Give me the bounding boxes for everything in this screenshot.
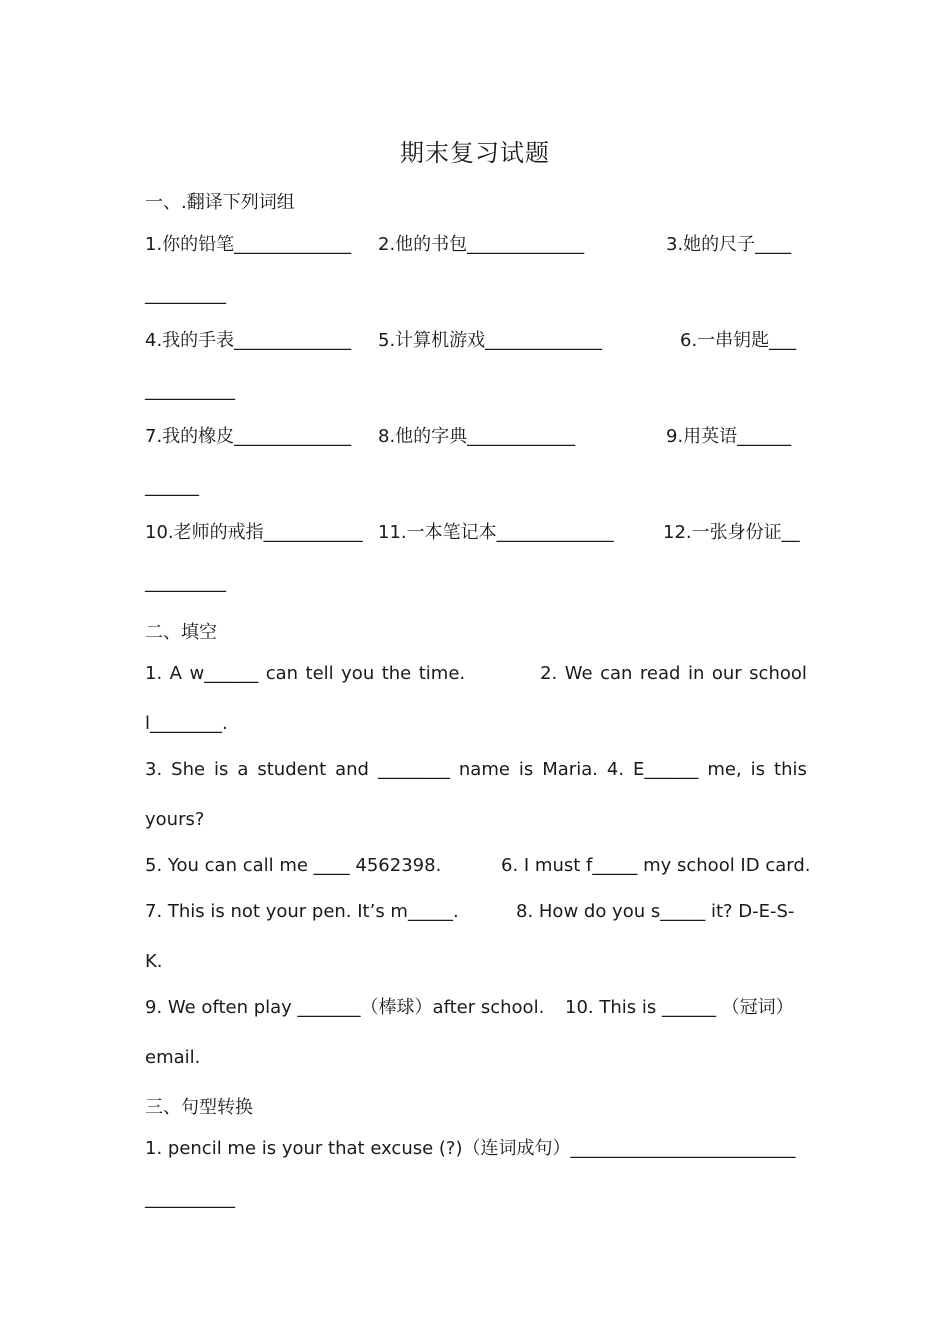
word: can xyxy=(600,663,633,684)
translate-item-11: 11.一本笔记本_____________ xyxy=(378,522,614,543)
word: student xyxy=(257,759,327,780)
word: A xyxy=(169,663,182,684)
translate-item-6-continuation: __________ xyxy=(145,380,235,401)
fill-blank-q5: 5. You can call me ____ 4562398. xyxy=(145,855,442,876)
word: w______ xyxy=(189,663,259,684)
word: the xyxy=(381,663,412,684)
translate-item-12-continuation: _________ xyxy=(145,572,226,593)
fill-blank-q2-continuation: l________. xyxy=(145,713,228,734)
translate-item-9: 9.用英语______ xyxy=(666,426,792,447)
word: She xyxy=(171,759,206,780)
fill-blank-q6: 6. I must f_____ my school ID card. xyxy=(501,855,811,876)
translate-item-4: 4.我的手表_____________ xyxy=(145,330,352,351)
word: is xyxy=(214,759,229,780)
word: you xyxy=(341,663,375,684)
word: a xyxy=(237,759,249,780)
translate-item-2: 2.他的书包_____________ xyxy=(378,234,585,255)
fill-blank-q8-continuation: K. xyxy=(145,951,163,972)
fill-blank-q9: 9. We often play _______（棒球）after school. xyxy=(145,997,545,1018)
fill-blank-q7: 7. This is not your pen. It’s m_____. xyxy=(145,901,459,922)
translate-item-9-continuation: ______ xyxy=(145,476,199,497)
word: 1. xyxy=(145,663,163,684)
word: Maria. xyxy=(542,759,598,780)
word: is xyxy=(750,759,766,780)
word: is xyxy=(518,759,534,780)
section-heading-fill-blank: 二、填空 xyxy=(145,622,217,643)
word: our xyxy=(711,663,742,684)
fill-blank-q8: 8. How do you s_____ it? D-E-S- xyxy=(516,901,795,922)
fill-blank-q3-q4 xyxy=(145,758,807,782)
translate-item-1: 1.你的铅笔_____________ xyxy=(145,234,352,255)
sentence-transform-q1-continuation: __________ xyxy=(145,1188,235,1209)
word: in xyxy=(687,663,705,684)
word: read xyxy=(639,663,681,684)
word: E______ xyxy=(633,759,699,780)
word: name xyxy=(458,759,510,780)
translate-item-3: 3.她的尺子____ xyxy=(666,234,792,255)
translate-item-12: 12.一张身份证__ xyxy=(663,522,800,543)
translate-item-7: 7.我的橡皮_____________ xyxy=(145,426,352,447)
translate-item-10: 10.老师的戒指___________ xyxy=(145,522,363,543)
fill-blank-q10: 10. This is ______ （冠词） xyxy=(565,997,794,1018)
translate-item-5: 5.计算机游戏_____________ xyxy=(378,330,603,351)
word: can xyxy=(265,663,299,684)
section-heading-translate: 一、.翻译下列词组 xyxy=(145,192,295,213)
fill-blank-q10-continuation: email. xyxy=(145,1047,201,1068)
word: 4. xyxy=(606,759,625,780)
word: me, xyxy=(707,759,742,780)
word: school xyxy=(749,663,807,684)
sentence-transform-q1: 1. pencil me is your that excuse (?)（连词成句）_________________________ xyxy=(145,1138,796,1159)
word: ________ xyxy=(377,759,450,780)
translate-item-8: 8.他的字典____________ xyxy=(378,426,576,447)
translate-item-3-continuation: _________ xyxy=(145,284,226,305)
word: We xyxy=(564,663,593,684)
fill-blank-q1-q2 xyxy=(145,662,807,686)
page-title: 期末复习试题 xyxy=(400,139,550,167)
word: time. xyxy=(418,663,466,684)
word: 3. xyxy=(145,759,163,780)
section-heading-sentence-transform: 三、句型转换 xyxy=(145,1097,253,1118)
word: tell xyxy=(305,663,334,684)
translate-item-6: 6.一串钥匙___ xyxy=(680,330,797,351)
word: and xyxy=(335,759,369,780)
gap xyxy=(473,662,533,686)
word: this xyxy=(774,759,807,780)
word: 2. xyxy=(540,663,558,684)
fill-blank-q4-continuation: yours? xyxy=(145,809,205,830)
